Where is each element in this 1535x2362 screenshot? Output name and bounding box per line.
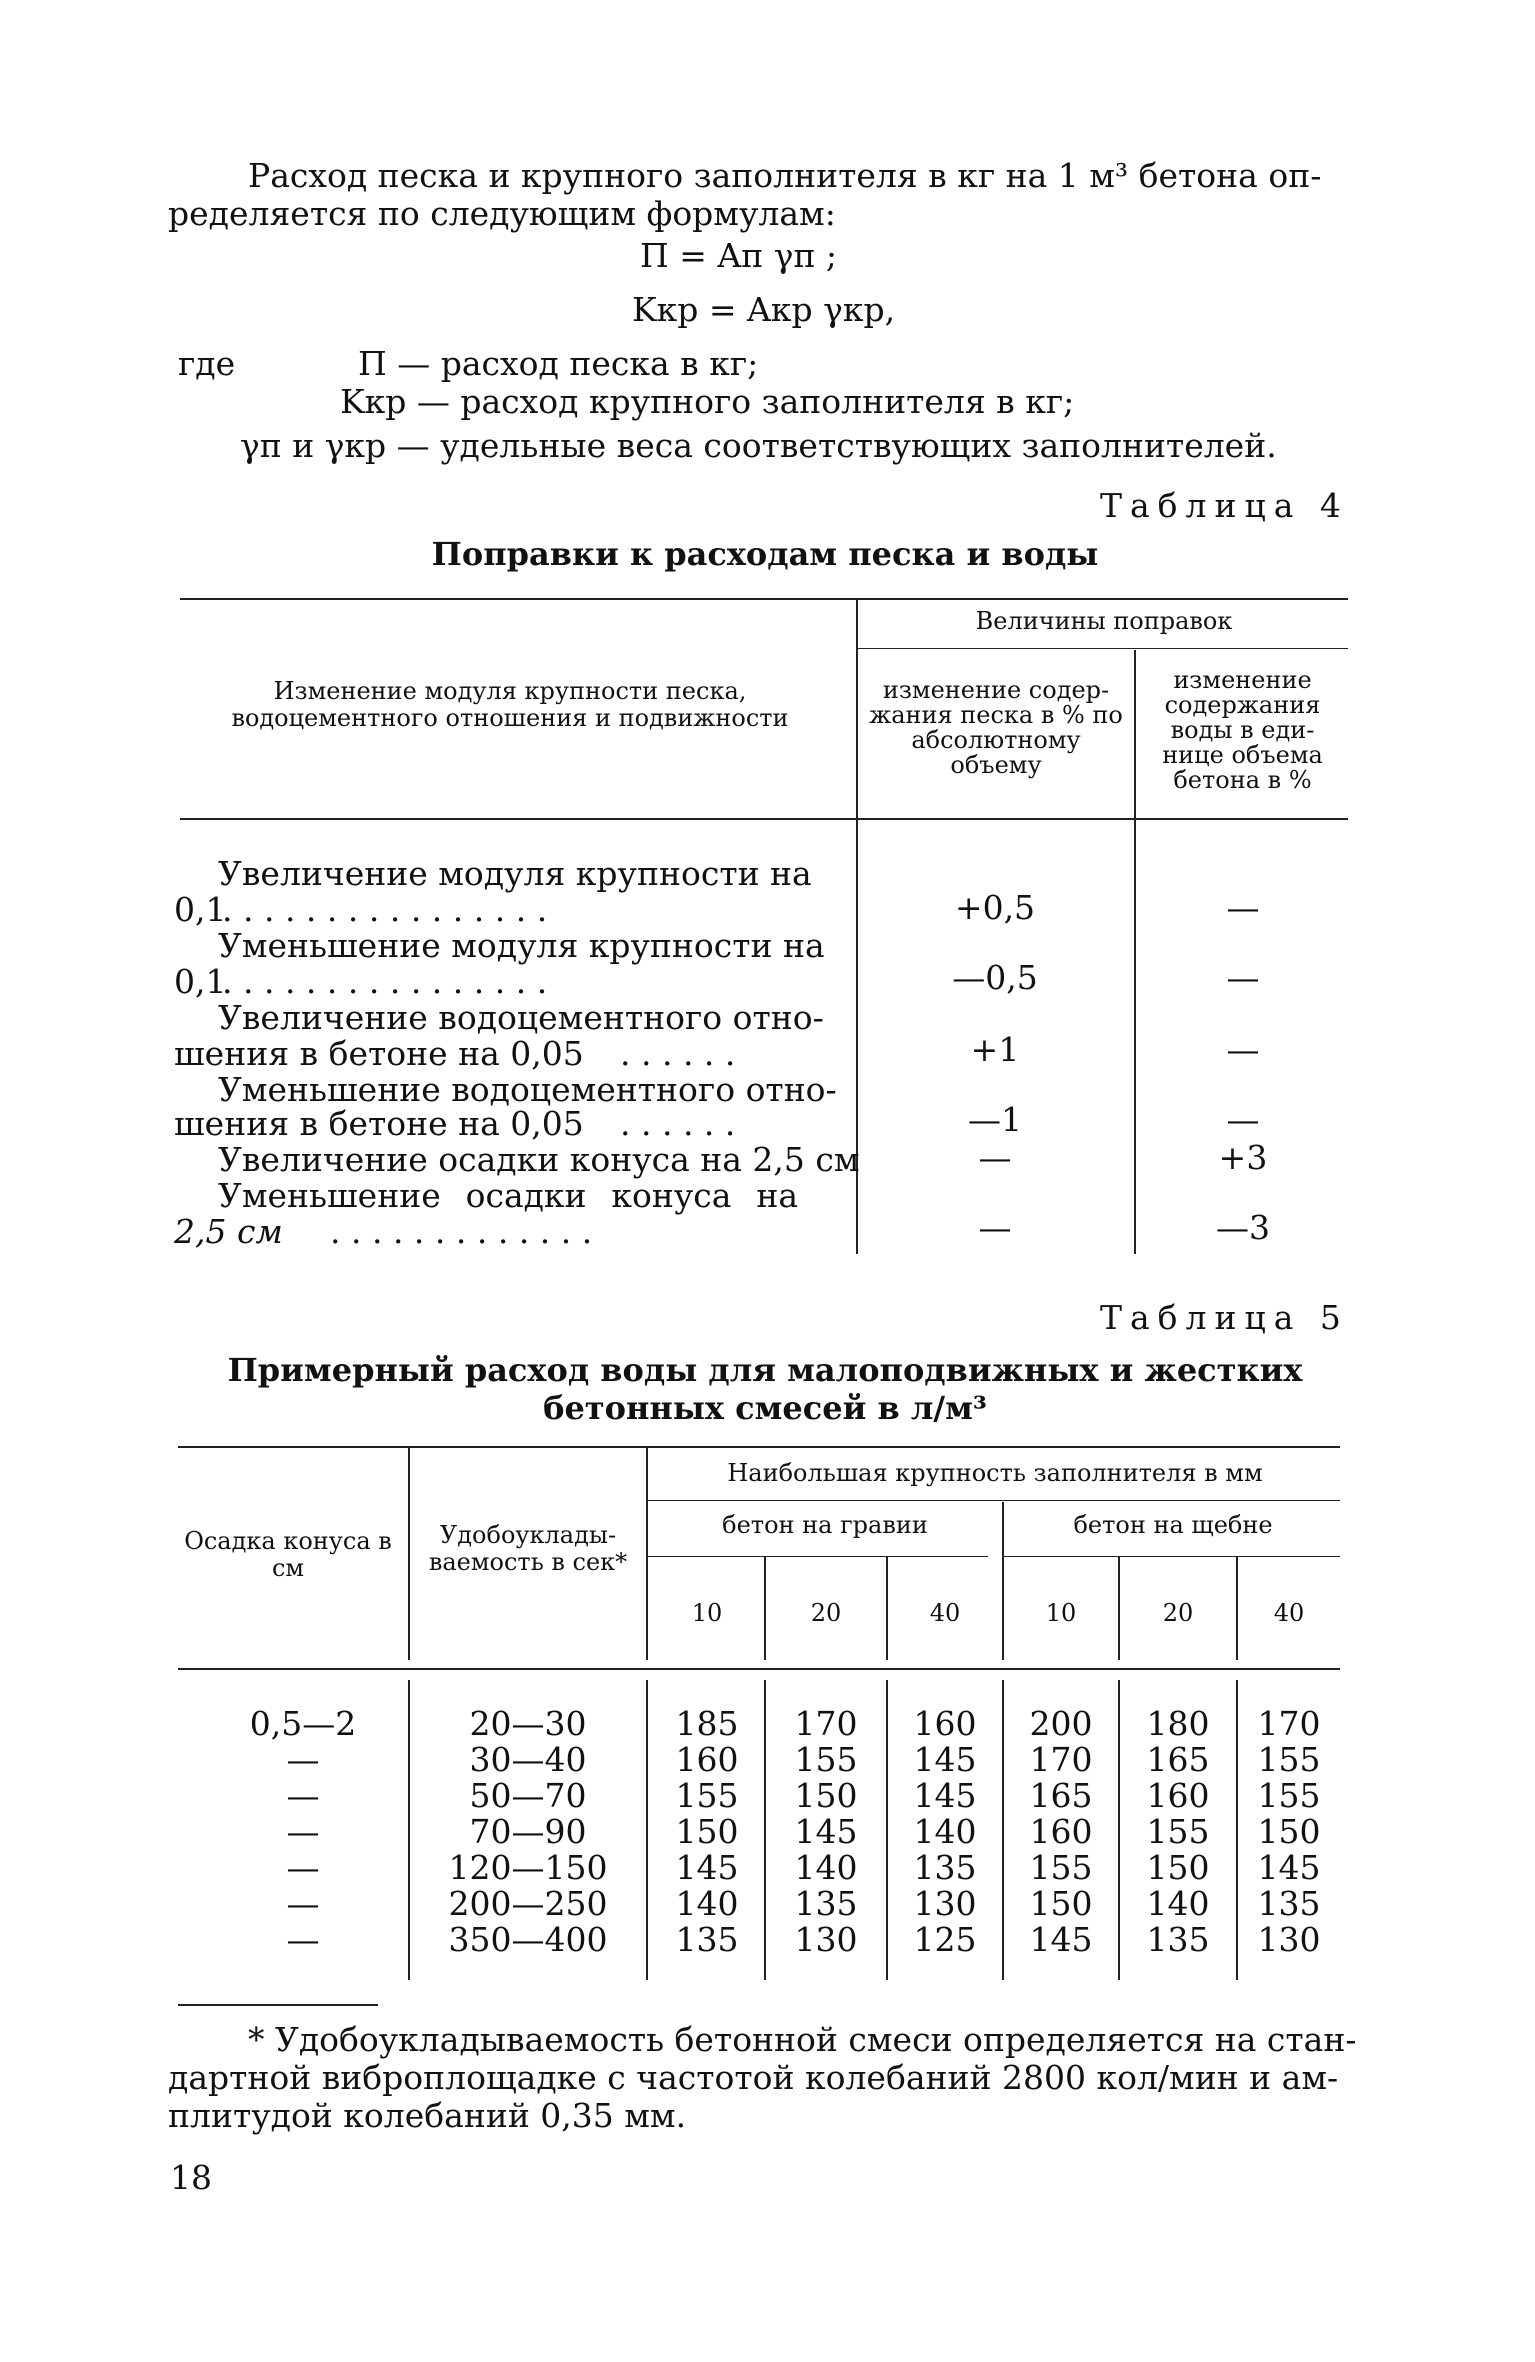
table5-body-vline-2 [646, 1680, 648, 1980]
table5-cell-slump: — [286, 1776, 320, 1815]
table5-cell-value: 145 [675, 1848, 739, 1887]
table5-cell-value: 155 [1029, 1848, 1093, 1887]
table4-row-2-line2: 0,1 [174, 962, 227, 1001]
table5-cell-value: 150 [1029, 1884, 1093, 1923]
table5-top-rule [178, 1446, 1340, 1448]
table4-row-2-sand: —0,5 [952, 958, 1038, 997]
table5-cell-value: 165 [1146, 1740, 1210, 1779]
table5-head-workability: Удобоуклады-ваемость в сек* [428, 1521, 628, 1576]
where-def-coarse: Kкр — расход крупного заполнителя в кг; [340, 382, 1075, 421]
table5-cell-value: 135 [1257, 1884, 1321, 1923]
table5-cell-value: 155 [1146, 1812, 1210, 1851]
table4-row-6-sand: — [978, 1208, 1012, 1247]
table4-head-group: Величины поправок [975, 607, 1233, 635]
table5-cell-value: 140 [675, 1884, 739, 1923]
table5-cell-value: 145 [913, 1740, 977, 1779]
table4-row-6-water: —3 [1216, 1208, 1270, 1247]
table4-row-3-sand: +1 [970, 1030, 1020, 1069]
table4-row-2-leader: . . . . . . . . . . . . . . . . [222, 964, 548, 1000]
table4-row-2-water: — [1226, 958, 1260, 997]
table4-label: Таблица 4 [1100, 486, 1349, 525]
table5-head-group: Наибольшая крупность заполнителя в мм [727, 1459, 1263, 1487]
table5-cell-value: 135 [913, 1848, 977, 1887]
table5-cell-value: 170 [1257, 1704, 1321, 1743]
table5-cell-value: 160 [1029, 1812, 1093, 1851]
table5-cell-value: 135 [794, 1884, 858, 1923]
table5-cell-value: 145 [913, 1776, 977, 1815]
table5-header-rule [178, 1668, 1340, 1670]
table5-cell-value: 155 [794, 1740, 858, 1779]
table5-cell-value: 145 [1257, 1848, 1321, 1887]
table5-cell-value: 155 [675, 1776, 739, 1815]
table4-row-1-leader: . . . . . . . . . . . . . . . . [222, 892, 548, 928]
table5-head-gravel: бетон на гравии [722, 1511, 928, 1539]
table5-body-vline-1 [408, 1680, 410, 1980]
where-word: где [178, 344, 236, 383]
table5-cell-slump: 0,5—2 [249, 1704, 357, 1743]
table5-cell-workability: 70—90 [469, 1812, 587, 1851]
table5-vline-1 [408, 1448, 410, 1660]
table4-top-rule [180, 598, 1348, 600]
table5-cell-workability: 20—30 [469, 1704, 587, 1743]
table5-cell-value: 140 [794, 1848, 858, 1887]
table5-cell-value: 135 [1146, 1920, 1210, 1959]
table4-row-1-water: — [1226, 888, 1260, 927]
table4-row-3-water: — [1226, 1030, 1260, 1069]
table4-head-sand: изменение содер-жания песка в % по абсолютному объему [869, 676, 1123, 779]
table5-cell-value: 170 [794, 1704, 858, 1743]
table4-row-4-leader: . . . . . . [620, 1106, 736, 1142]
where-def-sand: П — расход песка в кг; [358, 344, 759, 383]
table4-row-3-leader: . . . . . . [620, 1036, 736, 1072]
table5-cell-workability: 50—70 [469, 1776, 587, 1815]
where-def-weights: γп и γкр — удельные веса соответствующих заполнителей. [240, 426, 1277, 465]
table5-cell-value: 130 [794, 1920, 858, 1959]
formula-coarse: Kкр = Aкр γкр, [632, 290, 896, 329]
table4-row-4-line1: Уменьшение водоцементного отно- [218, 1070, 837, 1109]
table5-vline-2 [646, 1448, 648, 1660]
table5-cell-value: 160 [913, 1704, 977, 1743]
table5-title-line-1: Примерный расход воды для малоподвижных и жестких [227, 1351, 1303, 1389]
table4-group-rule [858, 648, 1348, 649]
table5-cell-workability: 30—40 [469, 1740, 587, 1779]
table5-cell-value: 150 [1146, 1848, 1210, 1887]
table5-cell-value: 125 [913, 1920, 977, 1959]
table5-cell-value: 145 [794, 1812, 858, 1851]
table5-cell-value: 155 [1257, 1776, 1321, 1815]
table5-cell-value: 155 [1257, 1740, 1321, 1779]
table5-cell-value: 140 [913, 1812, 977, 1851]
table5-size-crushed-40: 40 [1273, 1599, 1305, 1627]
table5-cell-value: 135 [675, 1920, 739, 1959]
table5-cell-workability: 120—150 [448, 1848, 608, 1887]
table5-cell-value: 140 [1146, 1884, 1210, 1923]
table5-size-gravel-10: 10 [691, 1599, 723, 1627]
table5-size-crushed-20: 20 [1162, 1599, 1194, 1627]
table4-row-4-line2: шения в бетоне на 0,05 [174, 1104, 584, 1143]
table5-head-crushed: бетон на щебне [1073, 1511, 1273, 1539]
table5-cell-workability: 200—250 [448, 1884, 608, 1923]
table5-cell-value: 160 [1146, 1776, 1210, 1815]
formula-sand: П = Aп γп ; [640, 236, 838, 275]
table4-row-1-sand: +0,5 [954, 888, 1036, 927]
table5-crushed-rule [1004, 1556, 1340, 1557]
table4-row-6-leader: . . . . . . . . . . . . . [330, 1214, 593, 1250]
intro-line-1: Расход песка и крупного заполнителя в кг на 1 м³ бетона оп- [248, 156, 1322, 195]
table5-size-crushed-10: 10 [1045, 1599, 1077, 1627]
table5-cell-slump: — [286, 1740, 320, 1779]
table4-row-3-line2: шения в бетоне на 0,05 [174, 1034, 584, 1073]
table4-row-6-line1: Уменьшение осадки конуса на [218, 1176, 798, 1215]
table5-gravel-rule [648, 1556, 988, 1557]
table5-size-gravel-40: 40 [929, 1599, 961, 1627]
table5-cell-value: 170 [1029, 1740, 1093, 1779]
table4-row-5-sand: — [978, 1138, 1012, 1177]
table4-col-divider-2 [1134, 650, 1136, 1254]
table5-group-rule [648, 1500, 1340, 1501]
table5-size-gravel-20: 20 [810, 1599, 842, 1627]
footnote-line-1: * Удобоукладываемость бетонной смеси определяется на стан- [248, 2020, 1357, 2059]
table4-row-4-water: — [1226, 1100, 1260, 1139]
table5-cell-value: 150 [794, 1776, 858, 1815]
footnote-line-2: дартной виброплощадке с частотой колебаний 2800 кол/мин и ам- [168, 2058, 1339, 2097]
table4-head-main: Изменение модуля крупности песка, водоцементного отношения и подвижности [231, 677, 789, 732]
table4-row-4-sand: —1 [968, 1100, 1022, 1139]
table4-head-water: изменение содержания воды в еди-нице объема бетона в % [1162, 666, 1323, 794]
table5-head-slump: Осадка конуса в см [184, 1527, 392, 1582]
table5-cell-workability: 350—400 [448, 1920, 608, 1959]
table5-cell-value: 150 [1257, 1812, 1321, 1851]
footnote-rule [178, 2004, 378, 2006]
footnote-line-3: плитудой колебаний 0,35 мм. [168, 2096, 687, 2135]
table5-cell-value: 160 [675, 1740, 739, 1779]
table4-row-1-line2: 0,1 [174, 890, 227, 929]
table4-row-6-line2: 2,5 см [174, 1212, 283, 1251]
table4-row-3-line1: Увеличение водоцементного отно- [218, 998, 824, 1037]
table5-cell-value: 145 [1029, 1920, 1093, 1959]
table4-row-1-line1: Увеличение модуля крупности на [218, 854, 812, 893]
table5-cell-value: 180 [1146, 1704, 1210, 1743]
table5-cell-value: 185 [675, 1704, 739, 1743]
table4-row-5-line1: Увеличение осадки конуса на 2,5 см [218, 1140, 860, 1179]
table5-cell-slump: — [286, 1920, 320, 1959]
table5-cell-slump: — [286, 1848, 320, 1887]
table4-title: Поправки к расходам песка и воды [431, 535, 1099, 573]
table5-label: Таблица 5 [1100, 1298, 1349, 1337]
table5-title-line-2: бетонных смесей в л/м³ [543, 1389, 987, 1427]
table4-row-5-water: +3 [1218, 1138, 1268, 1177]
table4-header-rule [180, 818, 1348, 820]
table5-cell-slump: — [286, 1812, 320, 1851]
table5-cell-value: 200 [1029, 1704, 1093, 1743]
table5-cell-value: 130 [913, 1884, 977, 1923]
intro-line-2: ределяется по следующим формулам: [168, 194, 836, 233]
table5-cell-value: 150 [675, 1812, 739, 1851]
table5-cell-slump: — [286, 1884, 320, 1923]
table5-cell-value: 165 [1029, 1776, 1093, 1815]
table5-vline-5 [1002, 1502, 1004, 1660]
table5-cell-value: 130 [1257, 1920, 1321, 1959]
page-number: 18 [170, 2158, 212, 2197]
table4-row-2-line1: Уменьшение модуля крупности на [218, 926, 825, 965]
